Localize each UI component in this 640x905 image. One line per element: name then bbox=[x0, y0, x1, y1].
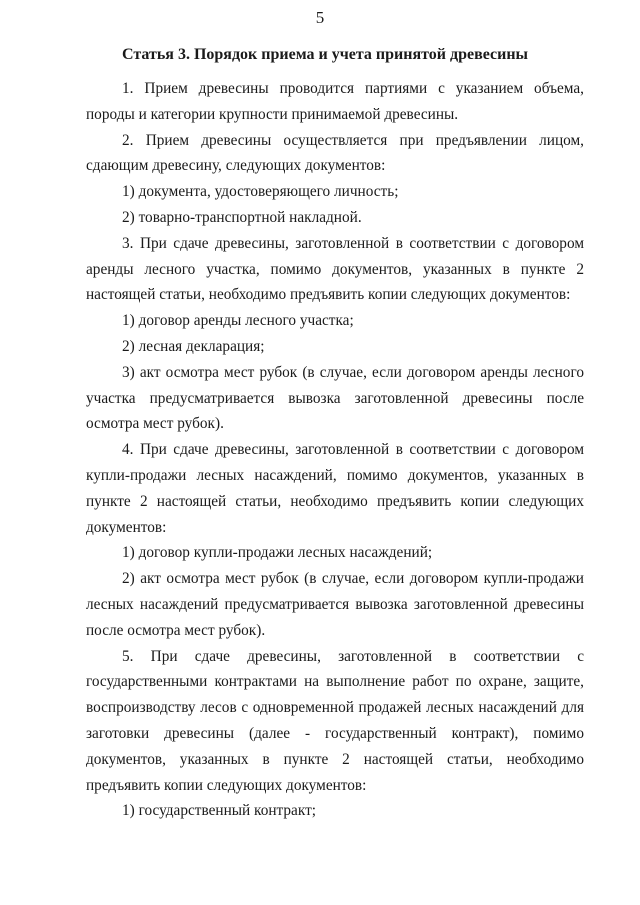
paragraph-item-2: 2. Прием древесины осуществляется при предъявлении лицом, сдающим древесину, следующих документов: bbox=[86, 131, 584, 175]
list-item-forest-declaration: 2) лесная декларация; bbox=[122, 337, 265, 355]
list-item-identity-document: 1) документа, удостоверяющего личность; bbox=[122, 183, 399, 201]
list-item-lease-agreement: 1) договор аренды лесного участка; bbox=[122, 312, 354, 330]
document-body bbox=[86, 42, 584, 824]
paragraph-item-3: 3. При сдаче древесины, заготовленной в соответствии с договором аренды лесного участка, помимо документов, указанных в пункте 2 настоящей статьи, необходимо предъявить копии следующих документов: bbox=[86, 234, 584, 304]
list-item-inspection-act-sale: 2) акт осмотра мест рубок (в случае, если договором купли-продажи лесных насаждений предусматривается вывозка заготовленной древесины после осмотра мест рубок). bbox=[86, 570, 584, 639]
list-item-sale-agreement: 1) договор купли-продажи лесных насаждений; bbox=[122, 544, 433, 562]
paragraph-item-1: 1. Прием древесины проводится партиями с указанием объема, породы и категории крупности принимаемой древесины. bbox=[86, 80, 584, 123]
list-item-waybill: 2) товарно-транспортной накладной. bbox=[122, 208, 362, 226]
paragraph-item-5: 5. При сдаче древесины, заготовленной в соответствии с государственными контрактами на выполнение работ по охране, защите, воспроизводству лесов с одновременной продажей лесных насаждений для заготовки древесины (далее - государственный контракт), помимо документов, указанных в пункте 2 настоящей статьи, необходимо предъявить копии следующих документов: bbox=[86, 647, 584, 794]
page-number: 5 bbox=[315, 8, 325, 27]
list-item-state-contract: 1) государственный контракт; bbox=[122, 802, 317, 820]
list-item-inspection-act-lease: 3) акт осмотра мест рубок (в случае, если договором аренды лесного участка предусматривается вывозка заготовленной древесины после осмотра мест рубок). bbox=[86, 363, 584, 433]
paragraph-item-4: 4. При сдаче древесины, заготовленной в соответствии с договором купли-продажи лесных насаждений, помимо документов, указанных в пункте 2 настоящей статьи, необходимо предъявить копии следующих документов: bbox=[86, 441, 584, 536]
article-title: Статья 3. Порядок приема и учета принятой древесины bbox=[122, 46, 529, 63]
